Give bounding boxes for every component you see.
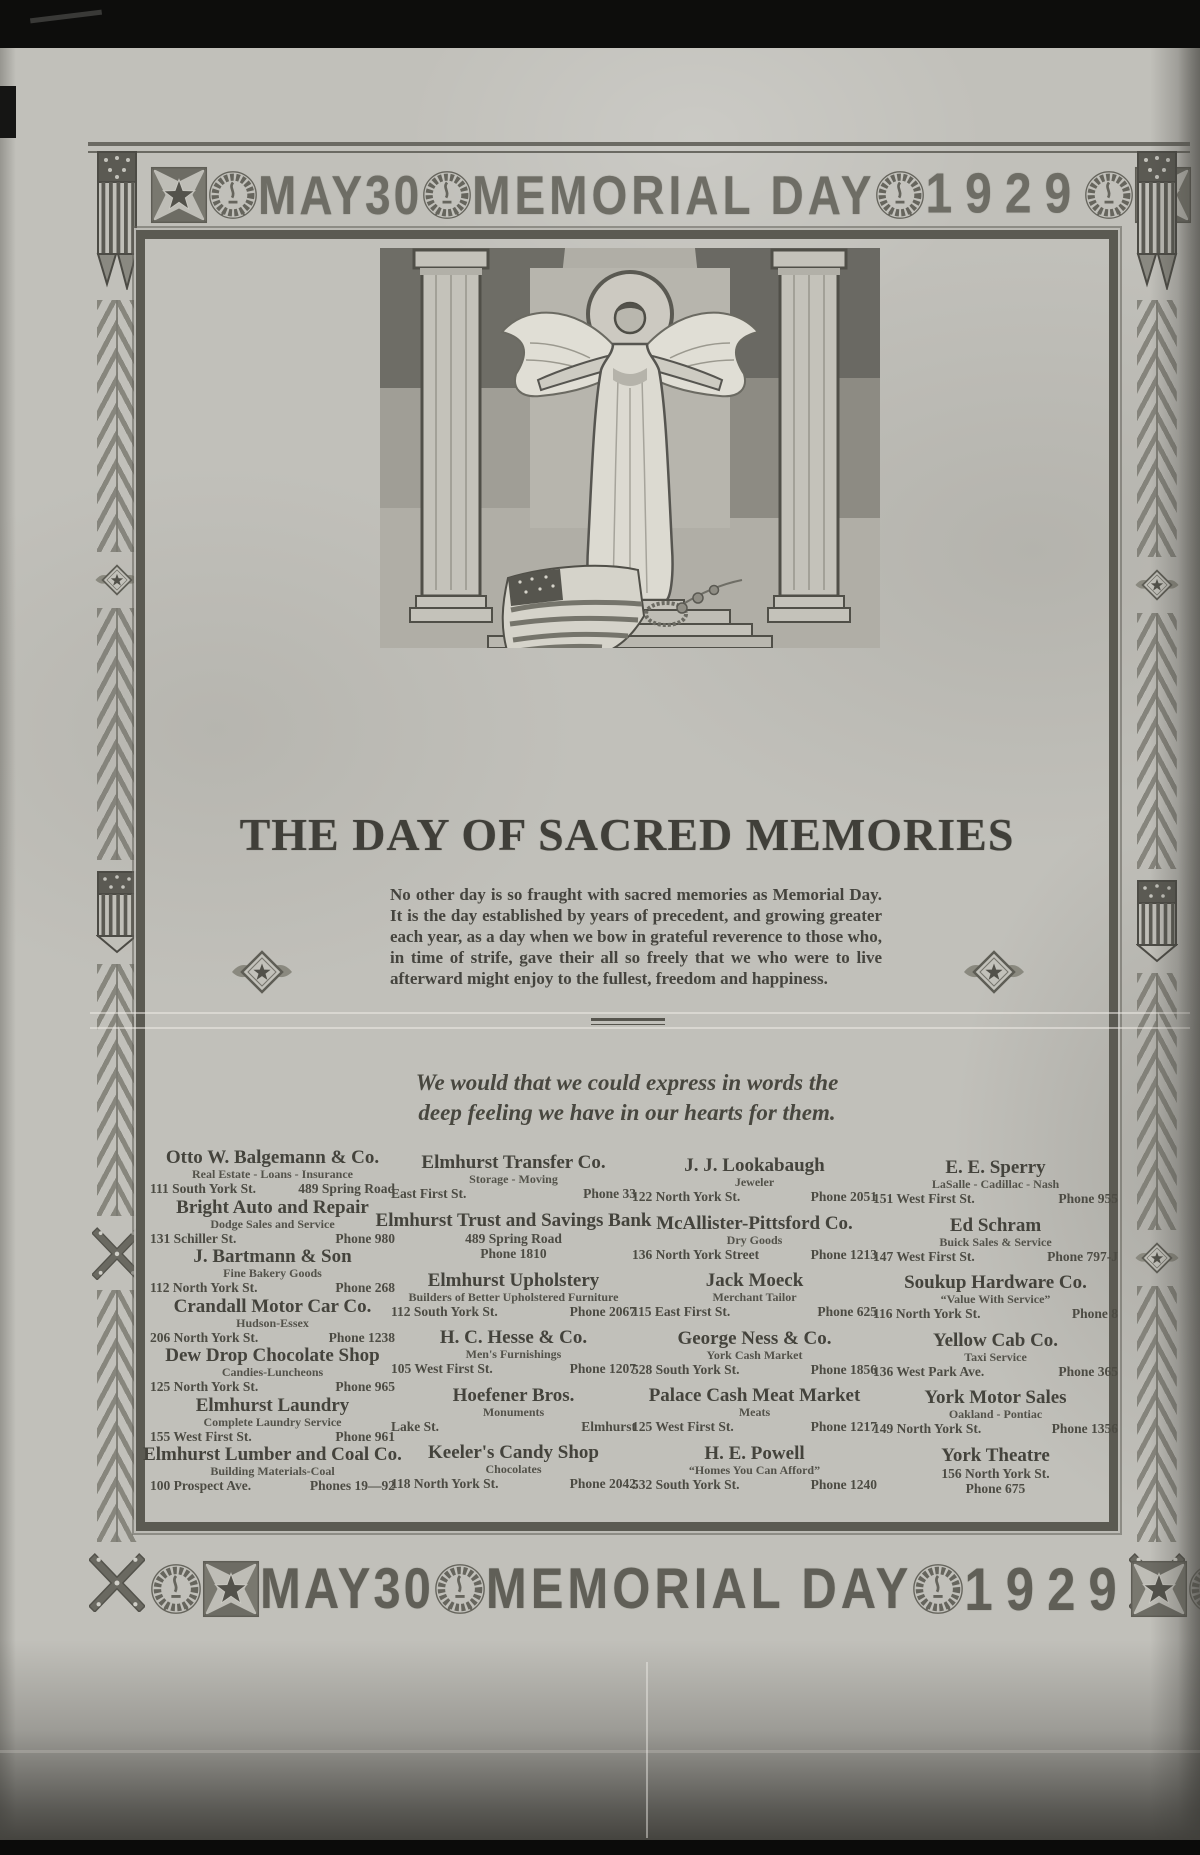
business-address-line <box>150 1280 395 1296</box>
business-name: Palace Cash Meat Market <box>648 1385 861 1406</box>
business-address-line <box>150 1478 395 1494</box>
business-name: Elmhurst Trust and Savings Bank <box>375 1209 652 1231</box>
x-star-ornament-icon <box>89 1552 145 1612</box>
business-name: H. E. Powell <box>704 1442 805 1464</box>
section-divider <box>591 1018 665 1025</box>
listing-entry <box>150 1345 395 1395</box>
star-diamond-icon <box>230 948 294 996</box>
business-phone: Phone 1856 <box>810 1361 877 1377</box>
business-tagline: Monuments <box>482 1404 545 1419</box>
laurel-wreath-icon <box>1084 170 1134 220</box>
banner-date: MAY30 <box>258 164 423 226</box>
business-address-line <box>150 1429 395 1445</box>
business-tagline: Meats <box>738 1405 771 1419</box>
business-details <box>397 1231 630 1262</box>
business-name: J. J. Lookabaugh <box>684 1155 825 1176</box>
business-tagline: Buick Sales & Service <box>939 1234 1052 1249</box>
business-address-line <box>632 1304 877 1320</box>
paper-fold-line <box>90 1027 1190 1029</box>
listing-entry <box>632 1385 877 1435</box>
business-address: 125 West First St. <box>632 1419 734 1434</box>
listings-column-1 <box>143 1147 402 1506</box>
page-title: THE DAY OF SACRED MEMORIES <box>239 809 1015 860</box>
left-ornamental-border <box>94 150 140 1612</box>
laurel-wreath-icon <box>875 170 925 220</box>
business-name: Bright Auto and Repair <box>176 1196 369 1218</box>
business-address-line <box>873 1191 1118 1207</box>
listing-entry <box>391 1442 636 1492</box>
business-phone: Phone 1213 <box>810 1246 877 1262</box>
listings-column-4 <box>873 1148 1118 1506</box>
business-phone: Phone 268 <box>335 1280 395 1295</box>
business-phone: Phones 19—92 <box>309 1478 395 1493</box>
business-address: East First St. <box>391 1186 467 1201</box>
business-phone: Phone 2067 <box>569 1303 636 1319</box>
laurel-wreath-icon <box>150 1563 202 1615</box>
business-address-line <box>873 1421 1118 1437</box>
business-phone: Phone 797-J <box>1047 1248 1118 1264</box>
business-address: 105 West First St. <box>391 1361 493 1376</box>
business-tagline: Builders of Better Upholstered Furniture <box>408 1289 619 1304</box>
business-address-line <box>391 1361 636 1377</box>
business-tagline: Jeweler <box>734 1175 775 1189</box>
business-name: E. E. Sperry <box>945 1157 1046 1178</box>
business-address: 122 North York St. <box>632 1189 741 1204</box>
business-address-line <box>150 1231 395 1247</box>
listing-entry <box>632 1270 877 1320</box>
listing-entry <box>391 1384 636 1435</box>
laurel-wreath-icon <box>208 170 258 220</box>
business-phone: Elmhurst <box>581 1418 636 1434</box>
laurel-wreath-icon <box>422 170 472 220</box>
business-tagline: “Value With Service” <box>940 1292 1051 1306</box>
listing-entry <box>391 1327 636 1377</box>
business-tagline: Men's Furnishings <box>465 1347 562 1361</box>
paper-crease <box>0 1750 1200 1753</box>
scan-bottom-black-bar <box>0 1840 1200 1855</box>
listings-column-3 <box>632 1148 877 1506</box>
business-name: J. Bartmann & Son <box>193 1246 352 1267</box>
listing-entry <box>632 1442 877 1493</box>
business-name: McAllister-Pittsford Co. <box>656 1212 853 1234</box>
listing-entry <box>873 1272 1118 1322</box>
business-tagline: Merchant Tailor <box>712 1290 797 1304</box>
business-address: 136 West Park Ave. <box>873 1363 985 1379</box>
business-name: Otto W. Balgemann & Co. <box>165 1147 380 1168</box>
business-phone: Phone 365 <box>1058 1363 1118 1379</box>
business-phone: Phone 1240 <box>810 1476 877 1492</box>
listing-entry <box>391 1152 636 1202</box>
laurel-garland-border <box>97 608 137 860</box>
business-tagline: York Cash Market <box>706 1347 803 1362</box>
business-phone: Phone 1356 <box>1051 1421 1118 1436</box>
business-address-line <box>632 1477 877 1493</box>
business-address-line <box>391 1419 636 1435</box>
business-phone: Phone 955 <box>1058 1191 1118 1206</box>
star-diamond-icon <box>94 562 140 598</box>
business-name: Elmhurst Lumber and Coal Co. <box>143 1444 402 1465</box>
sponsor-listings <box>143 1147 1118 1506</box>
star-panel-icon <box>150 166 208 224</box>
business-tagline: Real Estate - Loans - Insurance <box>192 1167 353 1181</box>
business-tagline: Complete Laundry Service <box>203 1414 342 1429</box>
listing-entry <box>873 1387 1118 1437</box>
business-address: 151 West First St. <box>873 1191 975 1206</box>
business-address-line <box>632 1419 877 1435</box>
business-address-line <box>391 1186 636 1202</box>
business-name: George Ness & Co. <box>677 1327 832 1349</box>
business-address: 112 North York St. <box>150 1280 258 1295</box>
business-phone: Phone 2042 <box>569 1476 636 1491</box>
business-address-line <box>391 1304 636 1320</box>
business-name: Jack Moeck <box>705 1270 804 1291</box>
banner-top <box>150 152 1130 238</box>
business-tagline: Taxi Service <box>964 1349 1027 1364</box>
business-tagline: Building Materials-Coal <box>210 1464 335 1478</box>
business-name: Soukup Hardware Co. <box>904 1272 1087 1293</box>
business-address: 118 North York St. <box>391 1476 499 1491</box>
listing-entry <box>150 1147 395 1197</box>
striped-shield-icon <box>96 870 138 954</box>
business-name: Elmhurst Transfer Co. <box>421 1152 606 1173</box>
business-name: H. C. Hesse & Co. <box>439 1327 588 1348</box>
business-address: 111 South York St. <box>150 1181 257 1196</box>
business-phone: Phone 1238 <box>328 1329 395 1345</box>
business-name: Yellow Cab Co. <box>932 1329 1059 1351</box>
memorial-angel-illustration <box>380 248 880 648</box>
listing-entry <box>873 1214 1118 1265</box>
paper-fold-line <box>90 1012 1190 1014</box>
scan-bottom-shadow <box>0 1640 1200 1840</box>
business-tagline: “Homes You Can Afford” <box>688 1462 821 1477</box>
business-tagline: Fine Bakery Goods <box>223 1266 322 1280</box>
business-name: Keeler's Candy Shop <box>427 1442 600 1463</box>
listing-entry <box>150 1394 395 1445</box>
listing-entry <box>873 1157 1118 1207</box>
business-tagline: Dodge Sales and Service <box>210 1216 335 1231</box>
flag-bunting-icon <box>96 150 138 290</box>
business-phone: Phone 2051 <box>810 1189 877 1204</box>
business-address-line <box>632 1362 877 1378</box>
listing-entry <box>375 1209 652 1262</box>
business-address: 125 North York St. <box>150 1379 259 1394</box>
business-tagline: Hudson-Essex <box>236 1315 309 1330</box>
business-name: Elmhurst Upholstery <box>427 1269 600 1291</box>
listing-entry <box>879 1446 1112 1497</box>
listing-entry <box>873 1329 1118 1380</box>
business-address-line <box>391 1476 636 1492</box>
business-name: Elmhurst Laundry <box>195 1394 350 1416</box>
business-phone: Phone 625 <box>817 1304 877 1319</box>
banner-year: 1929 <box>964 1555 1130 1623</box>
business-address-line <box>150 1379 395 1395</box>
business-tagline: Storage - Moving <box>469 1172 558 1186</box>
listings-column-2 <box>375 1148 652 1506</box>
business-address: 155 West First St. <box>150 1428 252 1444</box>
listing-entry <box>150 1246 395 1296</box>
listing-entry <box>150 1295 395 1346</box>
business-phone: Phone 965 <box>335 1379 395 1394</box>
star-diamond-icon <box>962 948 1026 996</box>
quote-line: deep feeling we have in our hearts for them. <box>418 1100 836 1125</box>
listing-entry <box>391 1269 636 1320</box>
business-address: 112 South York St. <box>391 1303 498 1319</box>
business-address: 528 South York St. <box>632 1361 740 1377</box>
dedication-quote <box>140 1068 1114 1128</box>
star-panel-icon <box>202 1560 260 1618</box>
business-address: 206 North York St. <box>150 1329 259 1345</box>
business-detail-line: Phone 1810 <box>480 1246 547 1261</box>
page-edge-shadow <box>1150 48 1200 1840</box>
paper-crease <box>646 1662 648 1838</box>
banner-title: MEMORIAL DAY <box>485 1556 913 1621</box>
business-address: 136 North York Street <box>632 1246 760 1262</box>
business-address-line <box>873 1306 1118 1322</box>
business-address-line <box>150 1330 395 1346</box>
business-name: Hoefener Bros. <box>452 1384 575 1406</box>
laurel-garland-border <box>97 300 137 552</box>
business-address: 149 North York St. <box>873 1421 982 1436</box>
listing-entry <box>632 1212 877 1263</box>
business-name: Dew Drop Chocolate Shop <box>165 1345 380 1366</box>
business-tagline: Chocolates <box>485 1462 542 1476</box>
business-address-line <box>873 1364 1118 1380</box>
business-address: 532 South York St. <box>632 1476 740 1492</box>
business-name: Crandall Motor Car Co. <box>173 1295 372 1317</box>
business-address-line <box>632 1189 877 1205</box>
laurel-wreath-icon <box>434 1563 486 1615</box>
business-phone: Phone 33 <box>583 1186 636 1201</box>
banner-title: MEMORIAL DAY <box>472 164 876 226</box>
business-address-line <box>150 1181 395 1197</box>
business-phone: 489 Spring Road <box>298 1181 395 1196</box>
banner-year: 1929 <box>925 163 1085 226</box>
business-address: 100 Prospect Ave. <box>150 1478 252 1493</box>
business-name: York Motor Sales <box>924 1387 1067 1408</box>
scan-left-notch <box>0 86 16 138</box>
business-phone: Phone 980 <box>335 1230 395 1246</box>
business-tagline: LaSalle - Cadillac - Nash <box>931 1177 1060 1191</box>
listing-entry <box>143 1444 402 1494</box>
business-address: 116 North York St. <box>873 1306 981 1321</box>
business-tagline: Candies-Luncheons <box>221 1365 324 1379</box>
scan-top-black-bar <box>0 0 1200 48</box>
intro-paragraph: No other day is so fraught with sacred memories as Memorial Day. It is the day established by years of precedent, and growing greater each year, as a day when we bow in grateful reverence to those who, in time of strife, gave their all so freely that we who were to live afterward might enjoy to the fullest, freedom and happiness. <box>390 885 882 988</box>
business-phone: Phone 8 <box>1071 1306 1118 1321</box>
business-address: 147 West First St. <box>873 1248 975 1264</box>
business-name: York Theatre <box>941 1444 1050 1466</box>
banner-bottom <box>150 1548 1130 1630</box>
laurel-wreath-icon <box>912 1563 964 1615</box>
business-name: Ed Schram <box>949 1214 1042 1236</box>
business-address: 131 Schiller St. <box>150 1230 237 1246</box>
business-detail-line: Phone 675 <box>965 1481 1026 1496</box>
business-details <box>879 1466 1112 1497</box>
business-detail-line: 489 Spring Road <box>465 1230 562 1246</box>
listing-entry <box>632 1327 877 1378</box>
business-phone: Phone 1207 <box>569 1361 636 1376</box>
listing-entry <box>632 1155 877 1205</box>
business-phone: Phone 1217 <box>810 1419 877 1434</box>
business-address-line <box>632 1247 877 1263</box>
business-address: Lake St. <box>391 1418 440 1434</box>
business-tagline: Dry Goods <box>726 1232 783 1247</box>
banner-date: MAY30 <box>260 1556 434 1621</box>
listing-entry <box>150 1196 395 1247</box>
business-phone: Phone 961 <box>335 1428 395 1444</box>
business-tagline: Oakland - Pontiac <box>948 1407 1043 1421</box>
business-address: 115 East First St. <box>632 1304 731 1319</box>
business-detail-line: 156 North York St. <box>941 1465 1050 1481</box>
business-address-line <box>873 1249 1118 1265</box>
quote-line: We would that we could express in words the <box>415 1070 839 1095</box>
